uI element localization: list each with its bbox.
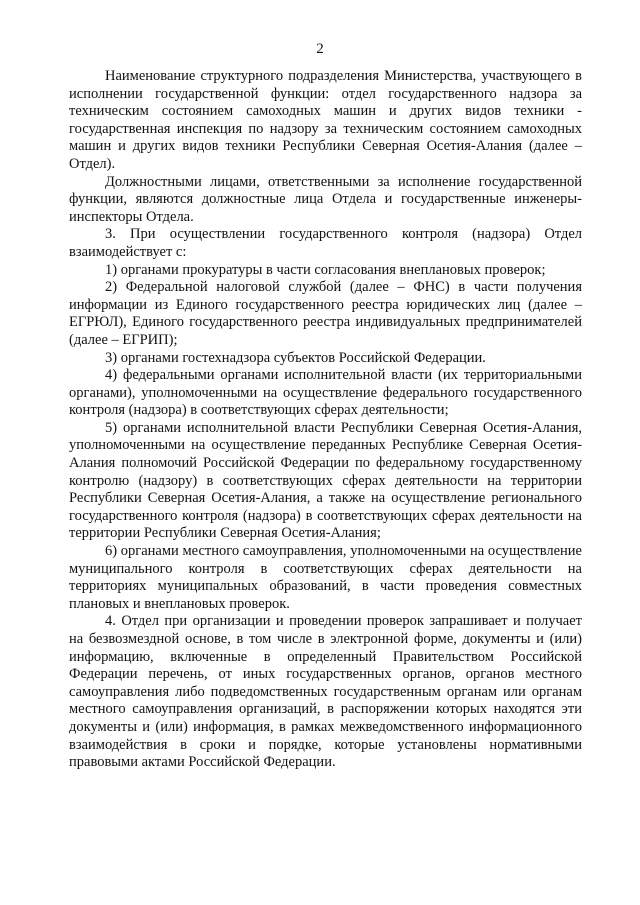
paragraph-interaction-intro: 3. При осуществлении государственного контроля (надзора) Отдел взаимодействует с: (69, 226, 582, 260)
paragraph-department: Наименование структурного подразделения Министерства, участвующего в исполнении государственной функции: отдел государственного надзора за техническим состоянием самоходных машин и других видов техники - государственная инспекция по надзору за техническим состоянием самоходных машин и других видов техники Республики Северная Осетия-Алания (далее – Отдел). (69, 68, 582, 172)
document-body (69, 68, 582, 772)
list-item-tax-service: 2) Федеральной налоговой службой (далее – ФНС) в части получения информации из Единого государственного реестра юридических лиц (далее – ЕГРЮЛ), Единого государственного реестра индивидуальных предпринимателей (далее – ЕГРИП); (69, 279, 582, 348)
paragraph-officials: Должностными лицами, ответственными за исполнение государственной функции, являются должностные лица Отдела и государственные инженеры-инспекторы Отдела. (69, 173, 582, 225)
paragraph-information-requests: 4. Отдел при организации и проведении проверок запрашивает и получает на безвозмездной основе, в том числе в электронной форме, документы и (или) информацию, включенные в определенный Правительством Российской Федерации перечень, от иных государственных органов, органов местного самоуправления либо подведомственных государственным органам или органам местного самоуправления организаций, в распоряжении которых находятся эти документы и (или) информация, в рамках межведомственного информационного взаимодействия в сроки и порядке, которые установлены нормативными правовыми актами Российской Федерации. (69, 613, 582, 771)
list-item-federal-bodies: 4) федеральными органами исполнительной власти (их территориальными органами), уполномоченными на осуществление федерального государственного контроля (надзора) в соответствующих сферах деятельности; (69, 367, 582, 419)
list-item-prosecutor: 1) органами прокуратуры в части согласования внеплановых проверок; (105, 261, 546, 278)
page-number: 2 (316, 41, 324, 57)
list-item-republic-bodies: 5) органами исполнительной власти Республики Северная Осетия-Алания, уполномоченными на осуществление переданных Республике Северная Осетия-Алания полномочий Российской Федерации по федеральному государственному контролю (надзору) в соответствующих сферах деятельности на территории Республики Северная Осетия-Алания, а также на осуществление регионального государственного контроля (надзора) в соответствующих сферах деятельности на территории Республики Северная Осетия-Алания; (69, 419, 582, 542)
list-item-gostekhnadzor: 3) органами гостехнадзора субъектов Российской Федерации. (105, 349, 486, 366)
list-item-local-government: 6) органами местного самоуправления, уполномоченными на осуществление муниципального контроля в соответствующих сферах деятельности на территориях муниципальных образований, в части проведения совместных плановых и внеплановых проверок. (69, 543, 582, 612)
